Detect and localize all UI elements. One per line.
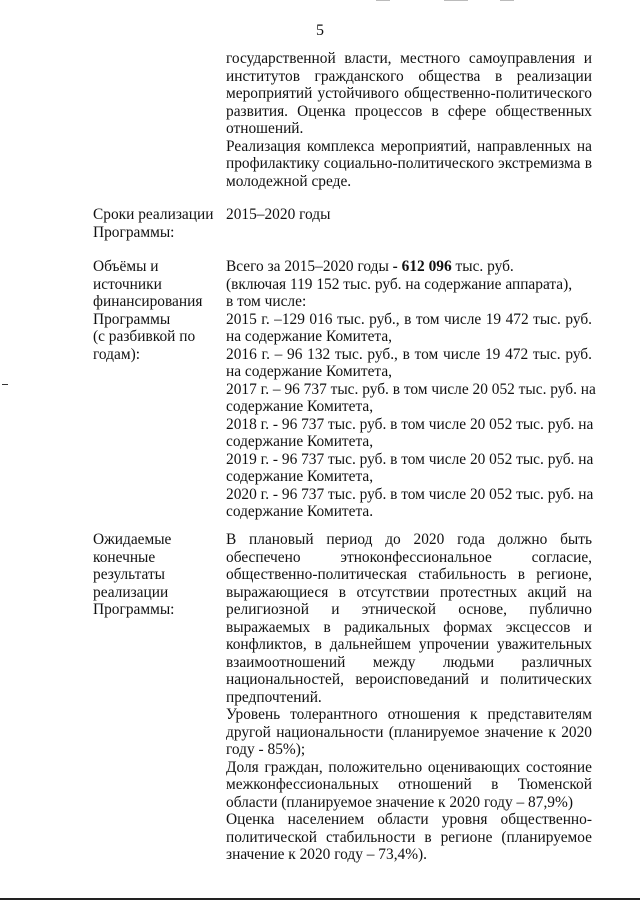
text-line: выражающиеся в отсутствии протестных акций на (226, 583, 592, 601)
funding-label (93, 258, 223, 363)
label-line: Ожидаемые (93, 531, 172, 548)
text-line: выражаемых в радикальных формах эксцессов и (226, 618, 592, 636)
label-line: годам): (93, 345, 140, 363)
text-line: значение к 2020 году – 73,4%). (226, 846, 428, 863)
page-number: 5 (316, 22, 324, 39)
text-line: развития. Оценка процессов в сфере общественных (226, 102, 592, 120)
text-line: предпочтений. (226, 688, 322, 706)
label-line: Программы: (93, 601, 175, 618)
label-line: финансирования (93, 293, 203, 310)
text-line: области (планируемое значение к 2020 году – 87,9%) (226, 793, 573, 811)
timeline-label (93, 206, 223, 241)
label-line: конечные (93, 548, 156, 566)
text-line: содержание Комитета. (226, 503, 374, 520)
text-line: другой национальности (планируемое значение к 2020 (226, 723, 592, 741)
text-line: (включая 119 152 тыс. руб. на содержание аппарата), (226, 275, 573, 293)
margin-mark (2, 384, 8, 385)
text-line: политической стабильности в регионе (планируемое (226, 828, 592, 846)
text-line: 2020 г. - 96 737 тыс. руб. в том числе 20 052 тыс. руб. на (226, 485, 594, 503)
text-line: Доля граждан, положительно оценивающих состояние (226, 758, 592, 776)
text-line: на содержание Комитета, (226, 328, 392, 345)
text-line: конфликтов, в дальнейшем упрочении уважительных (226, 636, 592, 653)
text-line: году - 85%); (226, 741, 306, 758)
results-label (93, 531, 223, 619)
text-line: содержание Комитета, (226, 468, 374, 485)
text-line: содержание Комитета, (226, 433, 374, 450)
text-line: межконфессиональных отношений в Тюменской (226, 776, 592, 793)
text-line: обеспечено этноконфессиональное согласие, (226, 548, 592, 566)
label-line: Сроки реализации (93, 206, 214, 223)
text-line: 2017 г. – 96 737 тыс. руб. в том числе 20 052 тыс. руб. на (226, 380, 596, 398)
results-details (226, 531, 592, 864)
text-line: институтов гражданского общества в реализации (226, 67, 592, 85)
text-line: в том числе: (226, 293, 307, 310)
timeline-value (226, 206, 592, 224)
scan-mark (500, 0, 514, 1)
text-line: молодежной среде. (226, 172, 352, 190)
label-line: реализации (93, 583, 169, 601)
text-line: содержание Комитета, (226, 398, 374, 415)
funding-details (226, 258, 596, 521)
scan-mark (444, 0, 468, 1)
timeline-years: 2015–2020 годы (226, 206, 331, 223)
text-line: 2016 г. – 96 132 тыс. руб., в том числе 19 472 тыс. руб. (226, 345, 592, 363)
label-line: (с разбивкой по (93, 328, 196, 345)
text-line: Уровень толерантного отношения к представителям (226, 706, 592, 723)
text-line: Реализация комплекса мероприятий, направленных на (226, 137, 592, 155)
text-line: национальностей, вероисповеданий и политических (226, 671, 592, 688)
continuation-text (226, 50, 592, 190)
label-line: источники (93, 275, 162, 293)
text-line: Оценка населением области уровня общественно- (226, 811, 592, 828)
scan-mark (376, 0, 390, 1)
label-line: Программы: (93, 223, 175, 241)
text-line: 2015 г. –129 016 тыс. руб., в том числе 19 472 тыс. руб. (226, 310, 592, 328)
text-line: взаимоотношений между людьми различных (226, 653, 592, 671)
funding-total-amount: - 612 096 (392, 258, 452, 275)
text-line: отношений. (226, 120, 304, 137)
funding-total-suffix: тыс. руб. (451, 258, 514, 275)
text-line: религиозной и этнической основе, публично (226, 601, 592, 618)
label-line: результаты (93, 566, 166, 583)
text-line: государственной власти, местного самоуправления и (226, 50, 592, 67)
text-line: 2018 г. - 96 737 тыс. руб. в том числе 20 052 тыс. руб. на (226, 415, 594, 433)
text-line: на содержание Комитета, (226, 363, 392, 380)
funding-total (226, 258, 592, 276)
funding-total-prefix: Всего за 2015–2020 годы (226, 258, 393, 275)
label-line: Программы (93, 310, 171, 328)
page-bottom-edge (0, 898, 640, 900)
text-line: общественно-политическая стабильность в регионе, (226, 566, 592, 583)
text-line: мероприятий устойчивого общественно-политического (226, 85, 592, 102)
text-line: 2019 г. - 96 737 тыс. руб. в том числе 20 052 тыс. руб. на (226, 450, 594, 468)
text-line: профилактику социально-политического экстремизма в (226, 155, 592, 172)
text-line: В плановый период до 2020 года должно быть (226, 531, 592, 548)
label-line: Объёмы и (93, 258, 159, 275)
